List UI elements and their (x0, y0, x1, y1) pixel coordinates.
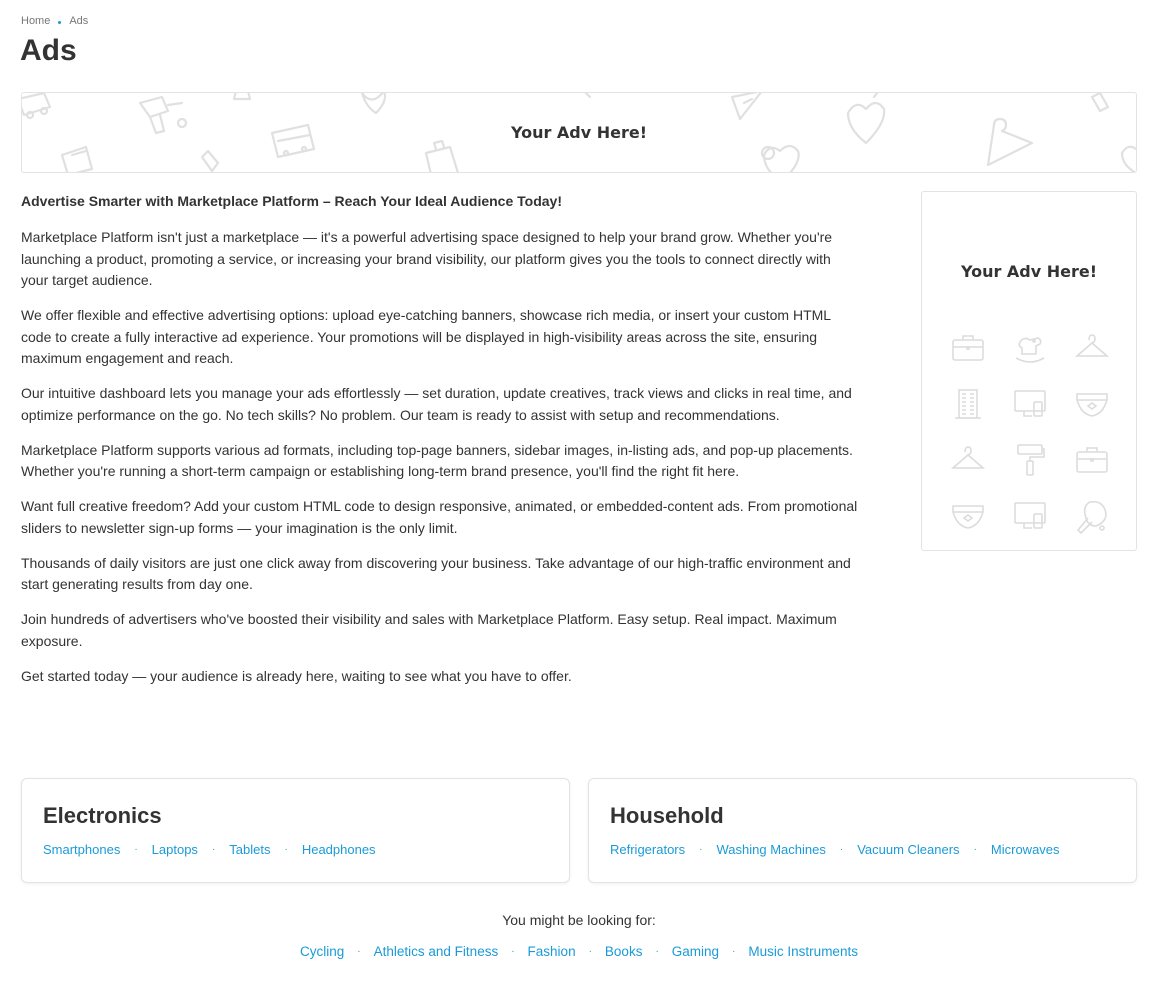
breadcrumb-current: Ads (69, 15, 89, 27)
heart-icon-3 (762, 146, 799, 173)
hanger-icon (950, 442, 986, 478)
link-separator: · (134, 844, 138, 855)
side-ad-banner[interactable] (921, 191, 1137, 551)
link-separator: · (973, 844, 977, 855)
rocking-horse-icon (1012, 330, 1048, 366)
phone-icon (584, 93, 590, 97)
looking-link-cycling[interactable]: Cycling (300, 944, 345, 959)
breadcrumb-home-link[interactable]: Home (21, 15, 51, 27)
looking-link-music-instruments[interactable]: Music Instruments (748, 944, 858, 959)
category-card-electronics (21, 778, 570, 883)
heart-icon-4 (1122, 145, 1137, 173)
looking-link-books[interactable]: Books (604, 944, 643, 959)
category-links (43, 842, 376, 857)
article-paragraph: We offer flexible and effective advertising options: upload eye-catching banners, showcase rich media, or insert your custom HTML code to create a fully interactive ad experience. Your promotions will be displayed in high-visibility areas across the site, ensuring maximum engagement and reach. (21, 307, 831, 366)
category-title: Household (610, 803, 724, 828)
building-icon (950, 386, 986, 422)
heart-icon (362, 93, 385, 113)
looking-for-links (0, 944, 1158, 959)
bottle-icon (202, 151, 218, 171)
category-link-smartphones[interactable]: Smartphones (43, 842, 121, 857)
monitor-icon (1012, 386, 1048, 422)
link-separator: · (511, 946, 515, 957)
category-link-washing-machines[interactable]: Washing Machines (716, 842, 826, 857)
side-ad-label: Your Adv Here! (960, 262, 1098, 281)
category-link-refrigerators[interactable]: Refrigerators (610, 842, 686, 857)
page-title: Ads (20, 34, 77, 67)
looking-link-fashion[interactable]: Fashion (527, 944, 576, 959)
category-card-household (588, 778, 1137, 883)
bottle-icon-2 (1092, 93, 1108, 111)
article-heading: Advertise Smarter with Marketplace Platform – Reach Your Ideal Audience Today! (21, 193, 562, 209)
link-separator: · (699, 844, 703, 855)
category-title: Electronics (43, 803, 162, 828)
category-link-vacuum-cleaners[interactable]: Vacuum Cleaners (857, 842, 960, 857)
article-paragraph: Marketplace Platform supports various ad formats, including top-page banners, sidebar images, in-listing ads, and pop-up placements. Whether you're running a short-term campaign or establishing long-term brand presence, you'll find the right fit here. (21, 441, 853, 479)
article-paragraph: Want full creative freedom? Add your custom HTML code to design responsive, animated, or embedded-content ads. From promotional sliders to newsletter sign-up forms — your imagination is the only limit. (21, 498, 858, 536)
link-separator: · (211, 844, 216, 855)
hanger-icon (732, 93, 762, 119)
breadcrumb-separator (58, 21, 61, 24)
link-separator: · (357, 946, 361, 957)
looking-link-athletics-fitness[interactable]: Athletics and Fitness (373, 944, 499, 959)
link-separator: · (655, 946, 659, 957)
diaper-icon (950, 498, 986, 534)
link-separator: · (839, 844, 844, 855)
hanger-icon (1074, 330, 1110, 366)
briefcase-icon (426, 141, 458, 173)
article-paragraph: Get started today — your audience is already here, waiting to see what you have to offer. (21, 667, 572, 684)
breadcrumb (21, 15, 88, 27)
link-separator: · (284, 844, 288, 855)
article-paragraph: Our intuitive dashboard lets you manage your ads effortlessly — set duration, update creatives, track views and clicks in real time, and optimize performance on the go. No tech skills? No problem. Our team is ready to assist with setup and recommendations. (21, 385, 852, 423)
side-ad-icon-grid (950, 330, 1110, 534)
ping-pong-icon (1074, 498, 1110, 534)
looking-link-gaming[interactable]: Gaming (671, 944, 720, 959)
bag-icon (234, 93, 250, 99)
category-link-headphones[interactable]: Headphones (301, 842, 376, 857)
paint-roller-icon (1012, 442, 1048, 478)
looking-for-label: You might be looking for: (502, 912, 656, 928)
briefcase-icon (1074, 442, 1110, 478)
category-link-microwaves[interactable]: Microwaves (990, 842, 1060, 857)
truck-icon (22, 93, 50, 118)
category-link-tablets[interactable]: Tablets (229, 842, 271, 857)
article-paragraph: Join hundreds of advertisers who've boosted their visibility and sales with Marketplace Platform. Easy setup. Real impact. Maximum exposure. (21, 611, 837, 649)
laptop-icon (62, 147, 92, 173)
briefcase-icon (950, 330, 986, 366)
diaper-icon (1074, 386, 1110, 422)
top-ad-banner[interactable] (21, 92, 1137, 173)
category-links (610, 842, 1060, 857)
category-link-laptops[interactable]: Laptops (151, 842, 198, 857)
monitor-icon (1012, 498, 1048, 534)
link-separator: · (588, 946, 592, 957)
ads-article (21, 192, 861, 701)
top-ad-label: Your Adv Here! (510, 123, 648, 142)
link-separator: · (732, 946, 736, 957)
article-paragraph: Thousands of daily visitors are just one click away from discovering your business. Take advantage of our high-traffic environment and start generating results from day one. (21, 554, 851, 592)
article-paragraph: Marketplace Platform isn't just a marketplace — it's a powerful advertising space designed to help your brand grow. Whether you're launching a product, promoting a service, or increasing your brand visibility, our platform gives you the tools to connect directly with your target audience. (21, 229, 833, 288)
